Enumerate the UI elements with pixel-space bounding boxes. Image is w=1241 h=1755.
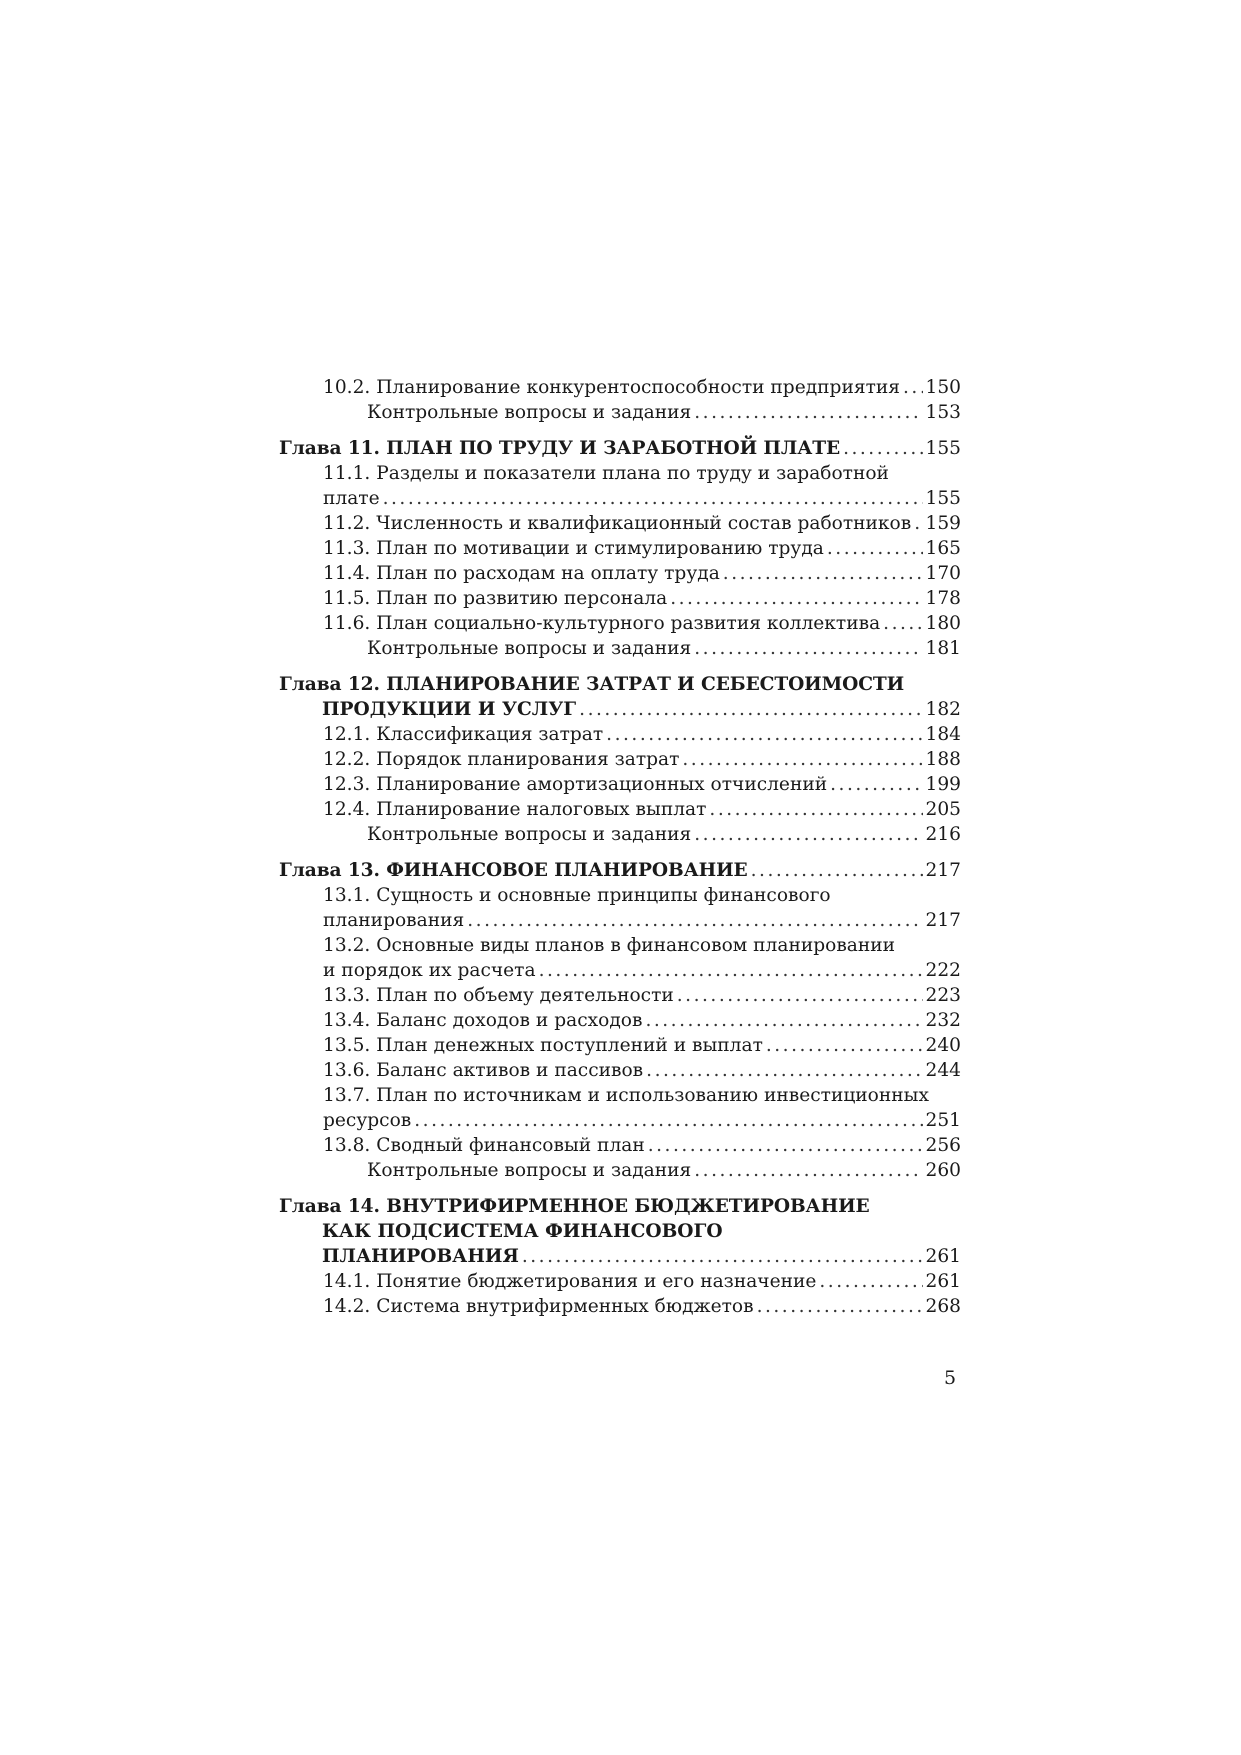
dot-leader: [819, 1269, 922, 1294]
toc-entry-title: Контрольные вопросы и задания: [367, 402, 692, 423]
toc-entry-13-8[interactable]: [279, 1133, 961, 1158]
toc-page-number: 180: [925, 613, 961, 634]
toc-entry-11-1-line2[interactable]: [279, 486, 961, 511]
toc-entry-11-3[interactable]: [279, 536, 961, 561]
toc-entry-title: 11.5. План по развитию персонала: [323, 588, 668, 609]
toc-entry-title: 13.2. Основные виды планов в финансовом планировании: [323, 935, 896, 956]
dot-leader: [383, 486, 923, 511]
toc-page-number: 178: [925, 588, 961, 609]
toc-entry-11-6[interactable]: [279, 611, 961, 636]
toc-page-number: 260: [925, 1160, 961, 1181]
dot-leader: [709, 797, 922, 822]
toc-chapter-14-line2[interactable]: [279, 1219, 961, 1244]
dot-leader: [467, 908, 922, 933]
table-of-contents: [279, 375, 961, 1319]
dot-leader: [723, 561, 923, 586]
toc-entry-title-continued: ресурсов: [323, 1110, 412, 1131]
toc-page-number: 223: [925, 985, 961, 1006]
toc-entry-13-3[interactable]: [279, 983, 961, 1008]
toc-page-number: 205: [925, 799, 961, 820]
toc-entry-title: 12.2. Порядок планирования затрат: [323, 749, 680, 770]
toc-chapter-11[interactable]: [279, 436, 961, 461]
toc-entry-13-6[interactable]: [279, 1058, 961, 1083]
toc-chapter-title-continued: ПЛАНИРОВАНИЯ: [322, 1246, 519, 1267]
toc-page-number: 256: [925, 1135, 961, 1156]
toc-entry-title: Контрольные вопросы и задания: [367, 1160, 692, 1181]
toc-entry-title: 12.3. Планирование амортизационных отчислений: [323, 774, 828, 795]
toc-entry-12-1[interactable]: [279, 722, 961, 747]
toc-page-number: 153: [925, 402, 961, 423]
toc-entry-title: 13.4. Баланс доходов и расходов: [323, 1010, 643, 1031]
toc-page-number: 150: [925, 377, 961, 398]
toc-page-number: 261: [925, 1271, 961, 1292]
dot-leader: [694, 1158, 922, 1183]
toc-entry-title: 13.7. План по источникам и использованию инвестиционных: [323, 1085, 929, 1106]
toc-page-number: 182: [925, 699, 961, 720]
toc-entry-title-continued: и порядок их расчета: [323, 960, 536, 981]
dot-leader: [830, 772, 922, 797]
toc-chapter-title-continued: КАК ПОДСИСТЕМА ФИНАНСОВОГО: [322, 1221, 723, 1242]
toc-entry-title: Контрольные вопросы и задания: [367, 824, 692, 845]
toc-chapter-title: Глава 11. ПЛАН ПО ТРУДУ И ЗАРАБОТНОЙ ПЛАТЕ: [279, 438, 841, 459]
toc-page-number: 240: [925, 1035, 961, 1056]
toc-entry-title: 13.6. Баланс активов и пассивов: [323, 1060, 644, 1081]
toc-page-number: 244: [925, 1060, 961, 1081]
toc-page-number: 217: [925, 910, 961, 931]
toc-page-number: 217: [925, 860, 961, 881]
dot-leader: [677, 983, 923, 1008]
toc-entry-questions-10[interactable]: [279, 400, 961, 425]
dot-leader: [757, 1294, 923, 1319]
toc-entry-11-5[interactable]: [279, 586, 961, 611]
toc-page-number: 232: [925, 1010, 961, 1031]
toc-entry-questions-12[interactable]: [279, 822, 961, 847]
toc-chapter-14-line3[interactable]: [279, 1244, 961, 1269]
toc-entry-title: 12.1. Классификация затрат: [323, 724, 604, 745]
dot-leader: [682, 747, 922, 772]
dot-leader: [646, 1058, 922, 1083]
toc-entry-title: 11.2. Численность и квалификационный состав работников: [323, 513, 912, 534]
toc-entry-title-continued: планирования: [323, 910, 465, 931]
toc-page-number: 155: [925, 438, 961, 459]
toc-chapter-title: Глава 12. ПЛАНИРОВАНИЕ ЗАТРАТ И СЕБЕСТОИМОСТИ: [279, 674, 905, 695]
toc-page-number: 159: [925, 513, 961, 534]
toc-entry-12-3[interactable]: [279, 772, 961, 797]
dot-leader: [827, 536, 923, 561]
dot-leader: [694, 400, 922, 425]
toc-chapter-title-continued: ПРОДУКЦИИ И УСЛУГ: [322, 699, 577, 720]
toc-page-number: 261: [925, 1246, 961, 1267]
toc-entry-title: 11.1. Разделы и показатели плана по труду и заработной: [323, 463, 889, 484]
toc-entry-10-2[interactable]: [279, 375, 961, 400]
toc-entry-13-1-line2[interactable]: [279, 908, 961, 933]
dot-leader: [579, 697, 922, 722]
dot-leader: [914, 511, 922, 536]
toc-page-number: 188: [925, 749, 961, 770]
toc-page-number: 251: [925, 1110, 961, 1131]
toc-chapter-title: Глава 13. ФИНАНСОВОЕ ПЛАНИРОВАНИЕ: [279, 860, 748, 881]
toc-chapter-13[interactable]: [279, 858, 961, 883]
toc-entry-questions-11[interactable]: [279, 636, 961, 661]
dot-leader: [903, 375, 923, 400]
toc-entry-title: 13.8. Сводный финансовый план: [323, 1135, 645, 1156]
toc-entry-11-2[interactable]: [279, 511, 961, 536]
toc-entry-title: 10.2. Планирование конкурентоспособности предприятия: [323, 377, 900, 398]
dot-leader: [606, 722, 922, 747]
toc-entry-14-2[interactable]: [279, 1294, 961, 1319]
dot-leader: [670, 586, 922, 611]
dot-leader: [414, 1108, 922, 1133]
toc-entry-title: Контрольные вопросы и задания: [367, 638, 692, 659]
toc-entry-13-7-line1[interactable]: [279, 1083, 961, 1108]
toc-entry-title: 11.3. План по мотивации и стимулированию труда: [323, 538, 824, 559]
toc-chapter-14-line1[interactable]: [279, 1194, 961, 1219]
dot-leader: [766, 1033, 923, 1058]
toc-entry-13-1-line1[interactable]: [279, 883, 961, 908]
toc-entry-title: 13.5. План денежных поступлений и выплат: [323, 1035, 763, 1056]
dot-leader: [522, 1244, 923, 1269]
dot-leader: [694, 636, 922, 661]
dot-leader: [751, 858, 923, 883]
toc-page-number: 184: [925, 724, 961, 745]
toc-entry-12-4[interactable]: [279, 797, 961, 822]
toc-entry-title: 11.4. План по расходам на оплату труда: [323, 563, 720, 584]
toc-page-number: 268: [925, 1296, 961, 1317]
toc-page-number: 165: [925, 538, 961, 559]
toc-page-number: 222: [925, 960, 961, 981]
toc-entry-questions-13[interactable]: [279, 1158, 961, 1183]
dot-leader: [843, 436, 922, 461]
toc-entry-11-1-line1[interactable]: [279, 461, 961, 486]
dot-leader: [539, 958, 923, 983]
toc-page-number: 199: [925, 774, 961, 795]
dot-leader: [648, 1133, 923, 1158]
toc-entry-title: 11.6. План социально-культурного развития коллектива: [323, 613, 881, 634]
toc-entry-title: 13.3. План по объему деятельности: [323, 985, 674, 1006]
dot-leader: [883, 611, 922, 636]
toc-entry-13-4[interactable]: [279, 1008, 961, 1033]
toc-entry-title: 14.2. Система внутрифирменных бюджетов: [323, 1296, 754, 1317]
toc-entry-13-2-line2[interactable]: [279, 958, 961, 983]
page-number: 5: [944, 1367, 957, 1389]
toc-entry-title: 13.1. Сущность и основные принципы финансового: [323, 885, 831, 906]
toc-entry-12-2[interactable]: [279, 747, 961, 772]
toc-entry-13-7-line2[interactable]: [279, 1108, 961, 1133]
toc-page-number: 170: [925, 563, 961, 584]
toc-entry-14-1[interactable]: [279, 1269, 961, 1294]
toc-page-number: 155: [925, 488, 961, 509]
toc-page-number: 216: [925, 824, 961, 845]
toc-chapter-12-line1[interactable]: [279, 672, 961, 697]
dot-leader: [694, 822, 922, 847]
toc-entry-13-2-line1[interactable]: [279, 933, 961, 958]
toc-chapter-12-line2[interactable]: [279, 697, 961, 722]
toc-entry-title: 12.4. Планирование налоговых выплат: [323, 799, 707, 820]
toc-entry-title: 14.1. Понятие бюджетирования и его назначение: [323, 1271, 817, 1292]
dot-leader: [645, 1008, 922, 1033]
toc-chapter-title: Глава 14. ВНУТРИФИРМЕННОЕ БЮДЖЕТИРОВАНИЕ: [279, 1196, 870, 1217]
toc-page-number: 181: [925, 638, 961, 659]
toc-entry-11-4[interactable]: [279, 561, 961, 586]
toc-entry-13-5[interactable]: [279, 1033, 961, 1058]
toc-entry-title-continued: плате: [323, 488, 380, 509]
